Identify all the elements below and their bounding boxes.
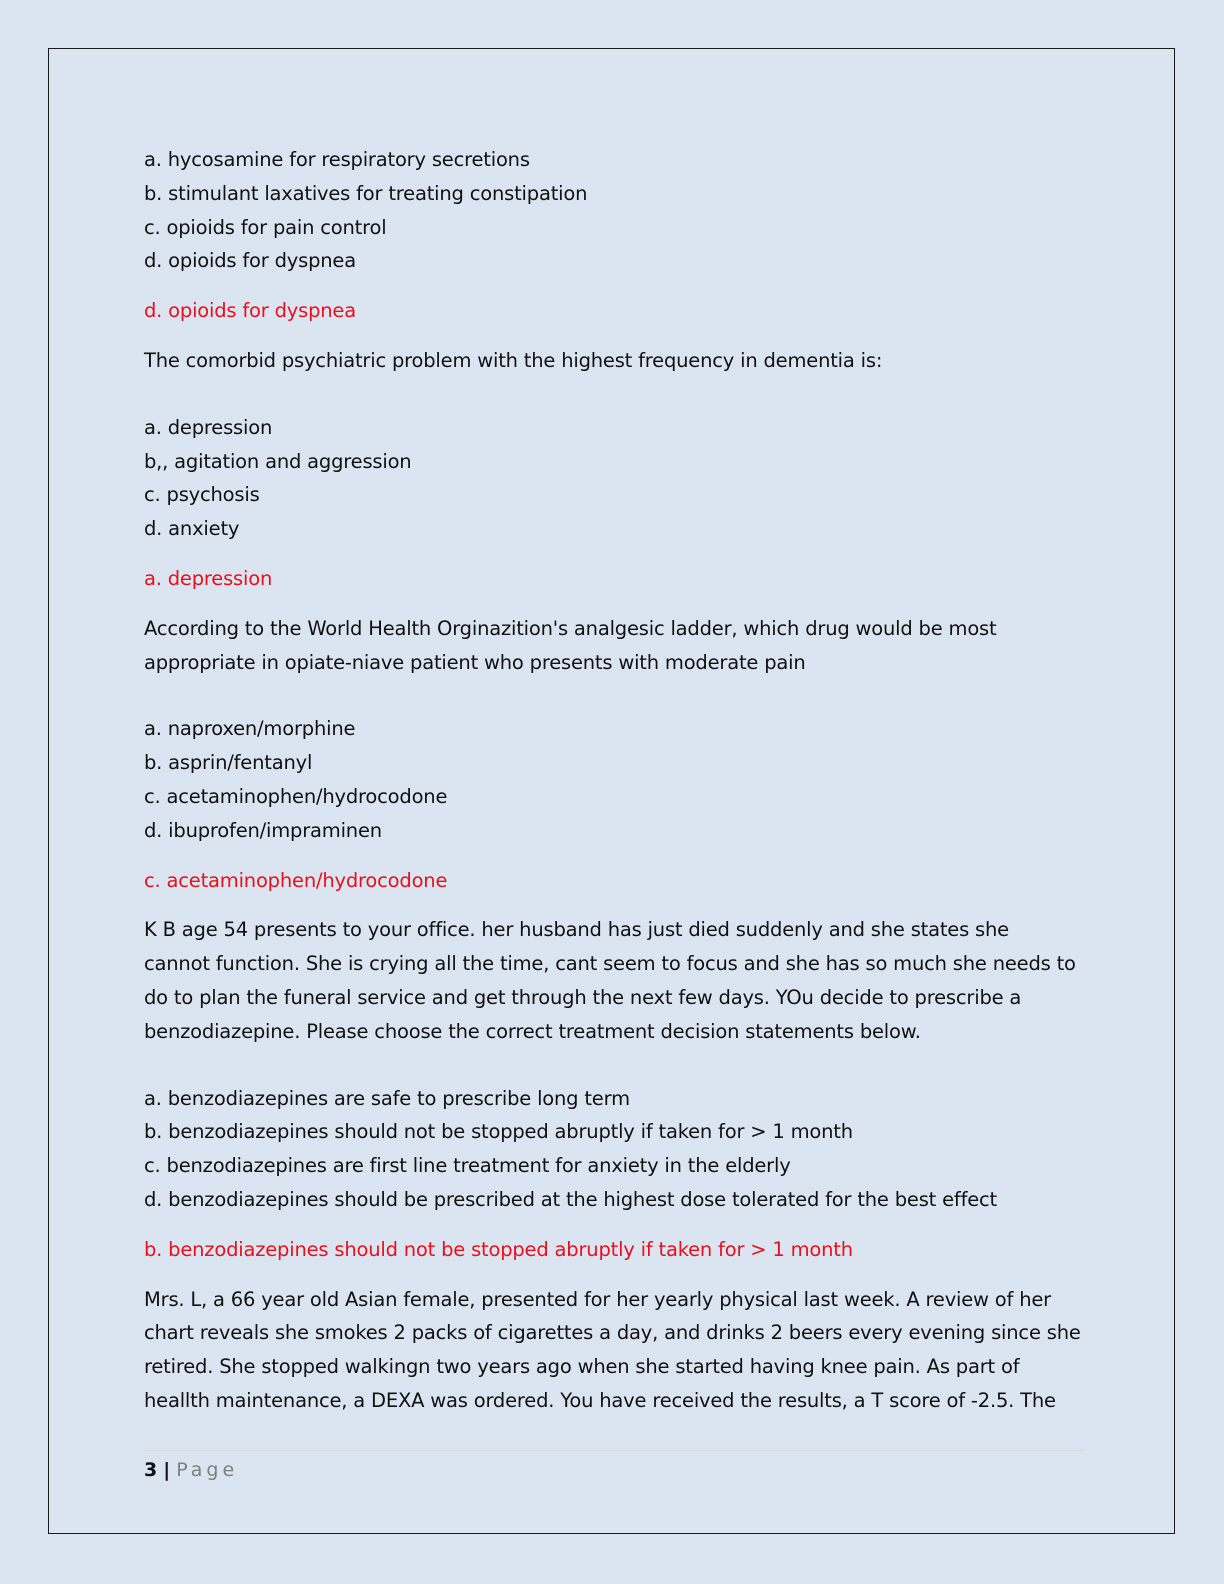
stem-line: Mrs. L, a 66 year old Asian female, presented for her yearly physical last week. A review of her: [144, 1287, 1051, 1311]
stem-line: benzodiazepine. Please choose the correct treatment decision statements below.: [144, 1019, 921, 1043]
question-5-stem: [144, 1283, 1084, 1418]
option-a: a. hycosamine for respiratory secretions: [144, 148, 530, 171]
footer-divider: [144, 1450, 1084, 1451]
option-d: d. anxiety: [144, 517, 240, 541]
option-c: c. acetaminophen/hydrocodone: [144, 784, 448, 808]
page-number: 3: [144, 1459, 158, 1481]
option-b: b,, agitation and aggression: [144, 449, 412, 473]
option-c: c. psychosis: [144, 483, 260, 507]
footer-separator: |: [163, 1459, 171, 1481]
stem-line: retired. She stopped walkingn two years ago when she started having knee pain. As part of: [144, 1355, 1020, 1379]
option-c: c. benzodiazepines are first line treatment for anxiety in the elderly: [144, 1154, 791, 1178]
question-1-options: [144, 143, 1084, 278]
question-4-answer: b. benzodiazepines should not be stopped abruptly if taken for > 1 month: [144, 1237, 853, 1261]
option-d: d. opioids for dyspnea: [144, 249, 356, 273]
stem-line: cannot function. She is crying all the time, cant seem to focus and she has so much she needs to: [144, 952, 1076, 976]
option-a: a. naproxen/morphine: [144, 717, 356, 741]
stem-line: According to the World Health Orginazition's analgesic ladder, which drug would be most: [144, 616, 997, 640]
stem-line: do to plan the funeral service and get through the next few days. YOu decide to prescribe a: [144, 985, 1022, 1009]
stem-line: The comorbid psychiatric problem with the highest frequency in dementia is:: [144, 348, 883, 372]
question-1-answer: d. opioids for dyspnea: [144, 299, 356, 323]
question-2-answer: a. depression: [144, 566, 273, 590]
option-a: a. depression: [144, 415, 273, 439]
question-2-options: [144, 411, 1084, 546]
option-b: b. asprin/fentanyl: [144, 751, 313, 775]
page-footer: [144, 1456, 238, 1484]
question-4-options: [144, 1082, 1084, 1217]
stem-line: appropriate in opiate-niave patient who presents with moderate pain: [144, 650, 806, 674]
option-b: b. benzodiazepines should not be stopped abruptly if taken for > 1 month: [144, 1120, 853, 1144]
question-3-options: [144, 712, 1084, 847]
document-body: [144, 143, 1084, 1418]
option-a: a. benzodiazepines are safe to prescribe long term: [144, 1086, 630, 1110]
question-3-answer: c. acetaminophen/hydrocodone: [144, 868, 448, 892]
stem-line: heallth maintenance, a DEXA was ordered. You have received the results, a T score of -2.5. The: [144, 1388, 1056, 1412]
page-label: Page: [176, 1459, 239, 1481]
stem-line: K B age 54 presents to your office. her husband has just died suddenly and she states she: [144, 918, 1009, 942]
stem-line: chart reveals she smokes 2 packs of cigarettes a day, and drinks 2 beers every evening since she: [144, 1321, 1081, 1345]
option-b: b. stimulant laxatives for treating constipation: [144, 181, 588, 205]
option-c: c. opioids for pain control: [144, 215, 387, 239]
question-2-stem: [144, 344, 1084, 378]
question-3-stem: [144, 612, 1084, 680]
question-4-stem: [144, 913, 1084, 1048]
option-d: d. benzodiazepines should be prescribed at the highest dose tolerated for the best effect: [144, 1187, 997, 1211]
option-d: d. ibuprofen/impraminen: [144, 818, 382, 842]
